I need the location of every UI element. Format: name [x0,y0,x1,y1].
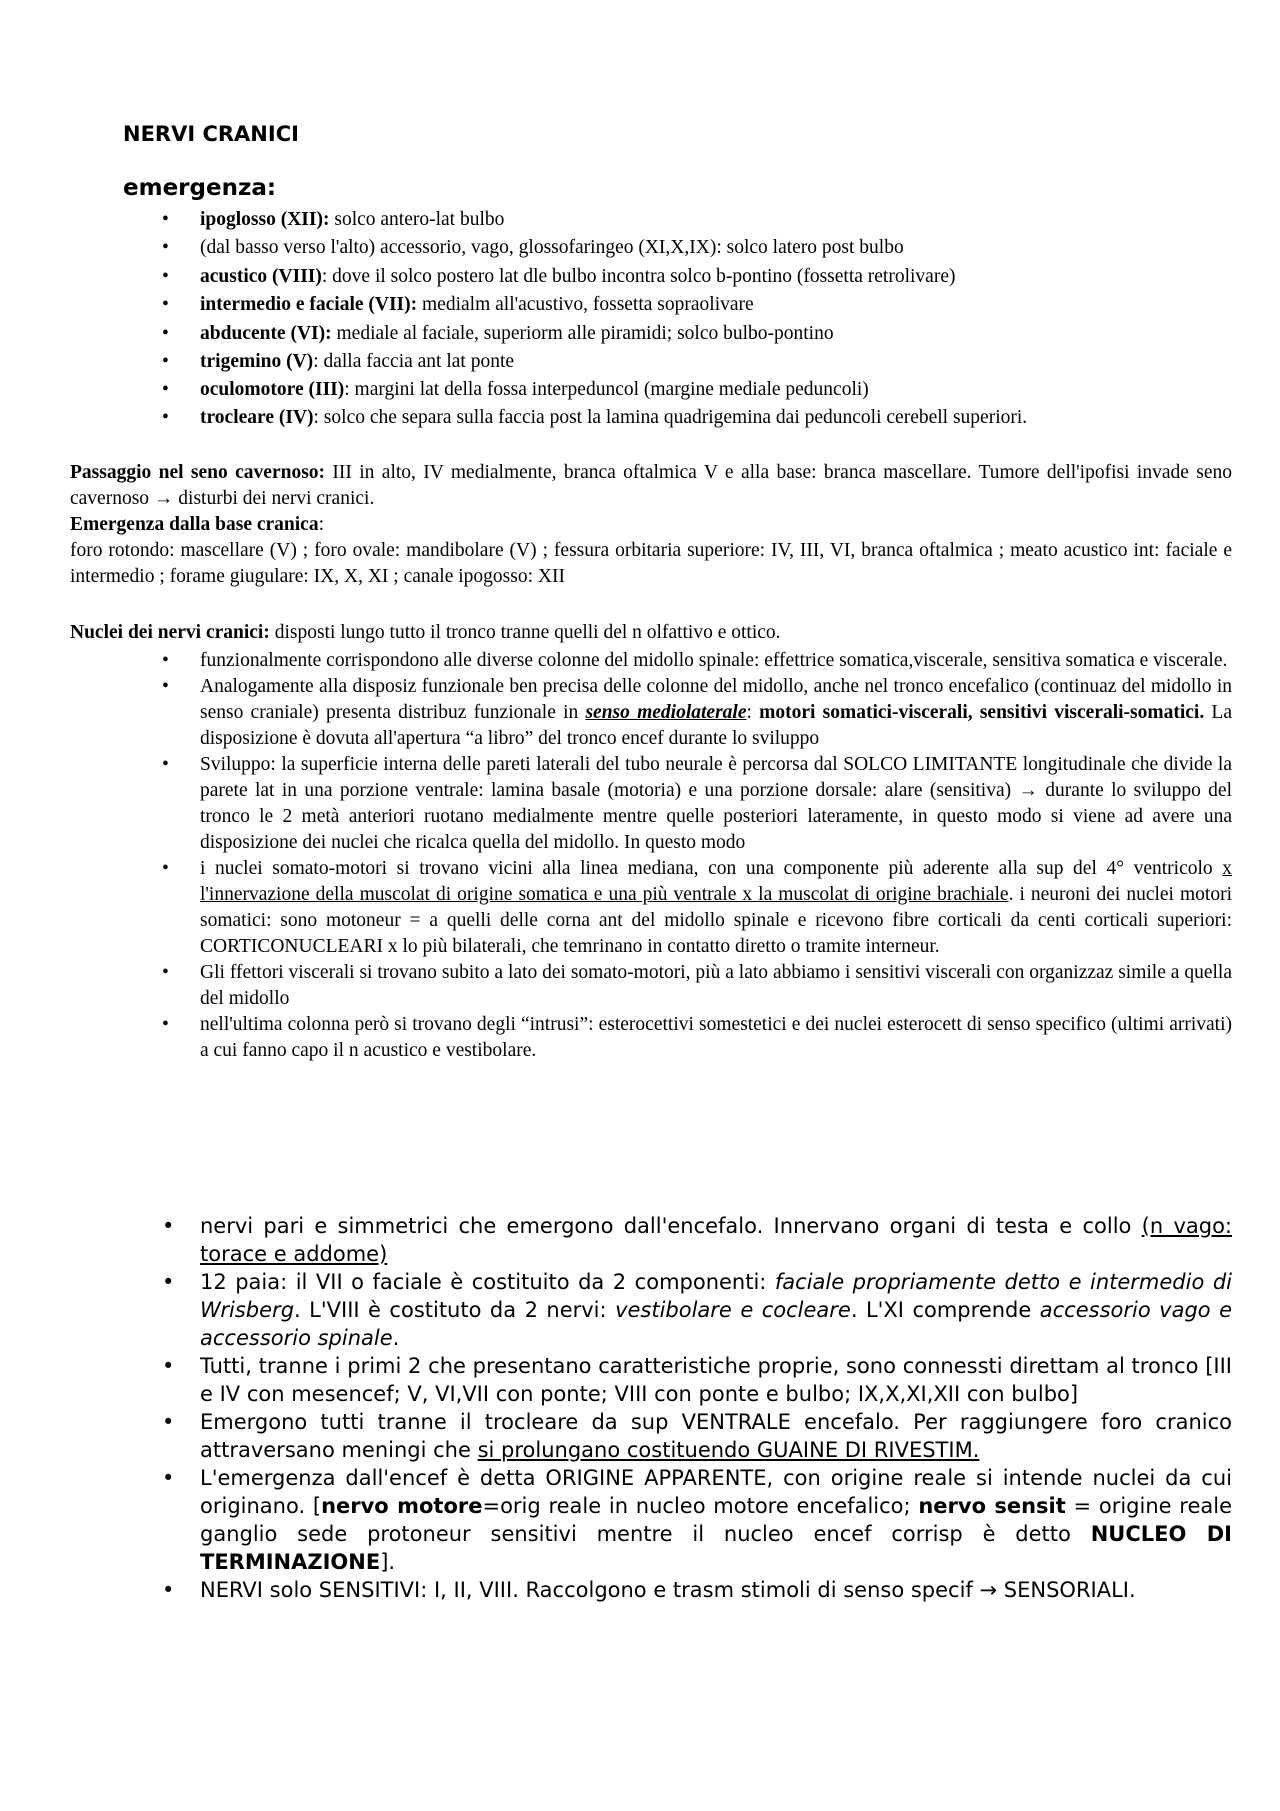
list-item: • intermedio e faciale (VII): medialm all'acustivo, fossetta sopraolivare [162,291,1122,319]
list-item: • acustico (VIII): dove il solco postero lat dle bulbo incontra solco b-pontino (fossetta retrolivare) [162,263,1122,291]
list-item: • nervi pari e simmetrici che emergono dall'encefalo. Innervano organi di testa e collo (n vago: torace e addome) [162,1212,1232,1268]
list-item: • Analogamente alla disposiz funzionale ben precisa delle colonne del midollo, anche nel tronco encefalico (continuaz del midollo in senso craniale) presenta distribuz funzionale in senso mediolaterale: motori somatici-viscerali, sensitivi viscerali-somatici. La disposizione è dovuta all'apertura “a libro” del tronco encef durante lo sviluppo [162,674,1232,752]
list-item: • Gli ffettori viscerali si trovano subito a lato dei somato-motori, più a lato abbiamo i sensitivi viscerali con organizzaz simile a quella del midollo [162,960,1232,1012]
section-heading-emergenza: emergenza: [123,175,277,201]
list-item: • nell'ultima colonna però si trovano degli “intrusi”: esterocettivi somestetici e dei nuclei esterocett di senso specifico (ultimi arrivati) a cui fanno capo il n acustico e vestibolare. [162,1012,1232,1064]
list-item: • Tutti, tranne i primi 2 che presentano caratteristiche proprie, sono connessti direttam al tronco [III e IV con mesencef; V, VI,VII con ponte; VIII con ponte e bulbo; IX,X,XI,XII con bulbo] [162,1352,1232,1408]
page-title: NERVI CRANICI [123,122,299,146]
list-item: • (dal basso verso l'alto) accessorio, vago, glossofaringeo (XI,X,IX): solco latero post bulbo [162,234,1122,262]
list-item: • Sviluppo: la superficie interna delle pareti laterali del tubo neurale è percorsa dal SOLCO LIMITANTE longitudinale che divide la parete lat in una porzione ventrale: lamina basale (motoria) e una porzione dorsale: alare (sensitiva) → durante lo sviluppo del tronco le 2 metà anteriori ruotano medialmente mentre quelle posteriori lateramente, in questo modo si viene ad avere una disposizione dei nuclei che ricalca quella del midollo. In questo modo [162,752,1232,856]
passaggio-paragraph: Passaggio nel seno cavernoso: III in alto, IV medialmente, branca oftalmica V e alla base: branca mascellare. Tumore dell'ipofisi invade seno cavernoso → disturbi dei nervi cranici. [70,462,1232,509]
base-cranica-paragraph: foro rotondo: mascellare (V) ; foro ovale: mandibolare (V) ; fessura orbitaria superiore: IV, III, VI, branca oftalmica ; meato acustico int: faciale e intermedio ; forame giugulare: IX, X, XI ; canale ipogosso: XII [70,540,1232,587]
nuclei-paragraph: Nuclei dei nervi cranici: disposti lungo tutto il tronco tranne quelli del n olfattivo e ottico. [70,622,781,643]
emergenza-list [162,206,1122,431]
list-item: • NERVI solo SENSITIVI: I, II, VIII. Raccolgono e trasm stimoli di senso specif → SENSORIALI. [162,1576,1232,1604]
list-item: • abducente (VI): mediale al faciale, superiorm alle piramidi; solco bulbo-pontino [162,320,1122,348]
nuclei-list [162,648,1232,1064]
generali-list [162,1212,1232,1604]
list-item: • trocleare (IV): solco che separa sulla faccia post la lamina quadrigemina dai peduncoli cerebell superiori. [162,405,1122,431]
list-item: • Emergono tutti tranne il trocleare da sup VENTRALE encefalo. Per raggiungere foro cranico attraversano meningi che si prolungano costituendo GUAINE DI RIVESTIM. [162,1408,1232,1464]
list-item: • funzionalmente corrispondono alle diverse colonne del midollo spinale: effettrice somatica,viscerale, sensitiva somatica e viscerale. [162,648,1232,674]
list-item: • i nuclei somato-motori si trovano vicini alla linea mediana, con una componente più aderente alla sup del 4° ventricolo x l'innervazione della muscolat di origine somatica e una più ventrale x la muscolat di origine brachiale. i neuroni dei nuclei motori somatici: sono motoneur = a quelli delle corna ant del midollo spinale e ricevono fibre corticali da centi corticali superiori: CORTICONUCLEARI x lo più bilaterali, che temrinano in contatto diretto o tramite interneur. [162,856,1232,960]
list-item: • 12 paia: il VII o faciale è costituito da 2 componenti: faciale propriamente detto e intermedio di Wrisberg. L'VIII è costituto da 2 nervi: vestibolare e cocleare. L'XI comprende accessorio vago e accessorio spinale. [162,1268,1232,1352]
list-item: • ipoglosso (XII): solco antero-lat bulbo [162,206,1122,234]
list-item: • oculomotore (III): margini lat della fossa interpeduncol (margine mediale peduncoli) [162,376,1122,404]
base-cranica-heading: Emergenza dalla base cranica: [70,514,325,535]
list-item: • trigemino (V): dalla faccia ant lat ponte [162,348,1122,376]
list-item: • L'emergenza dall'encef è detta ORIGINE APPARENTE, con origine reale si intende nuclei da cui originano. [nervo motore=orig reale in nucleo motore encefalico; nervo sensit = origine reale ganglio sede protoneur sensitivi mentre il nucleo encef corrisp è detto NUCLEO DI TERMINAZIONE]. [162,1464,1232,1576]
